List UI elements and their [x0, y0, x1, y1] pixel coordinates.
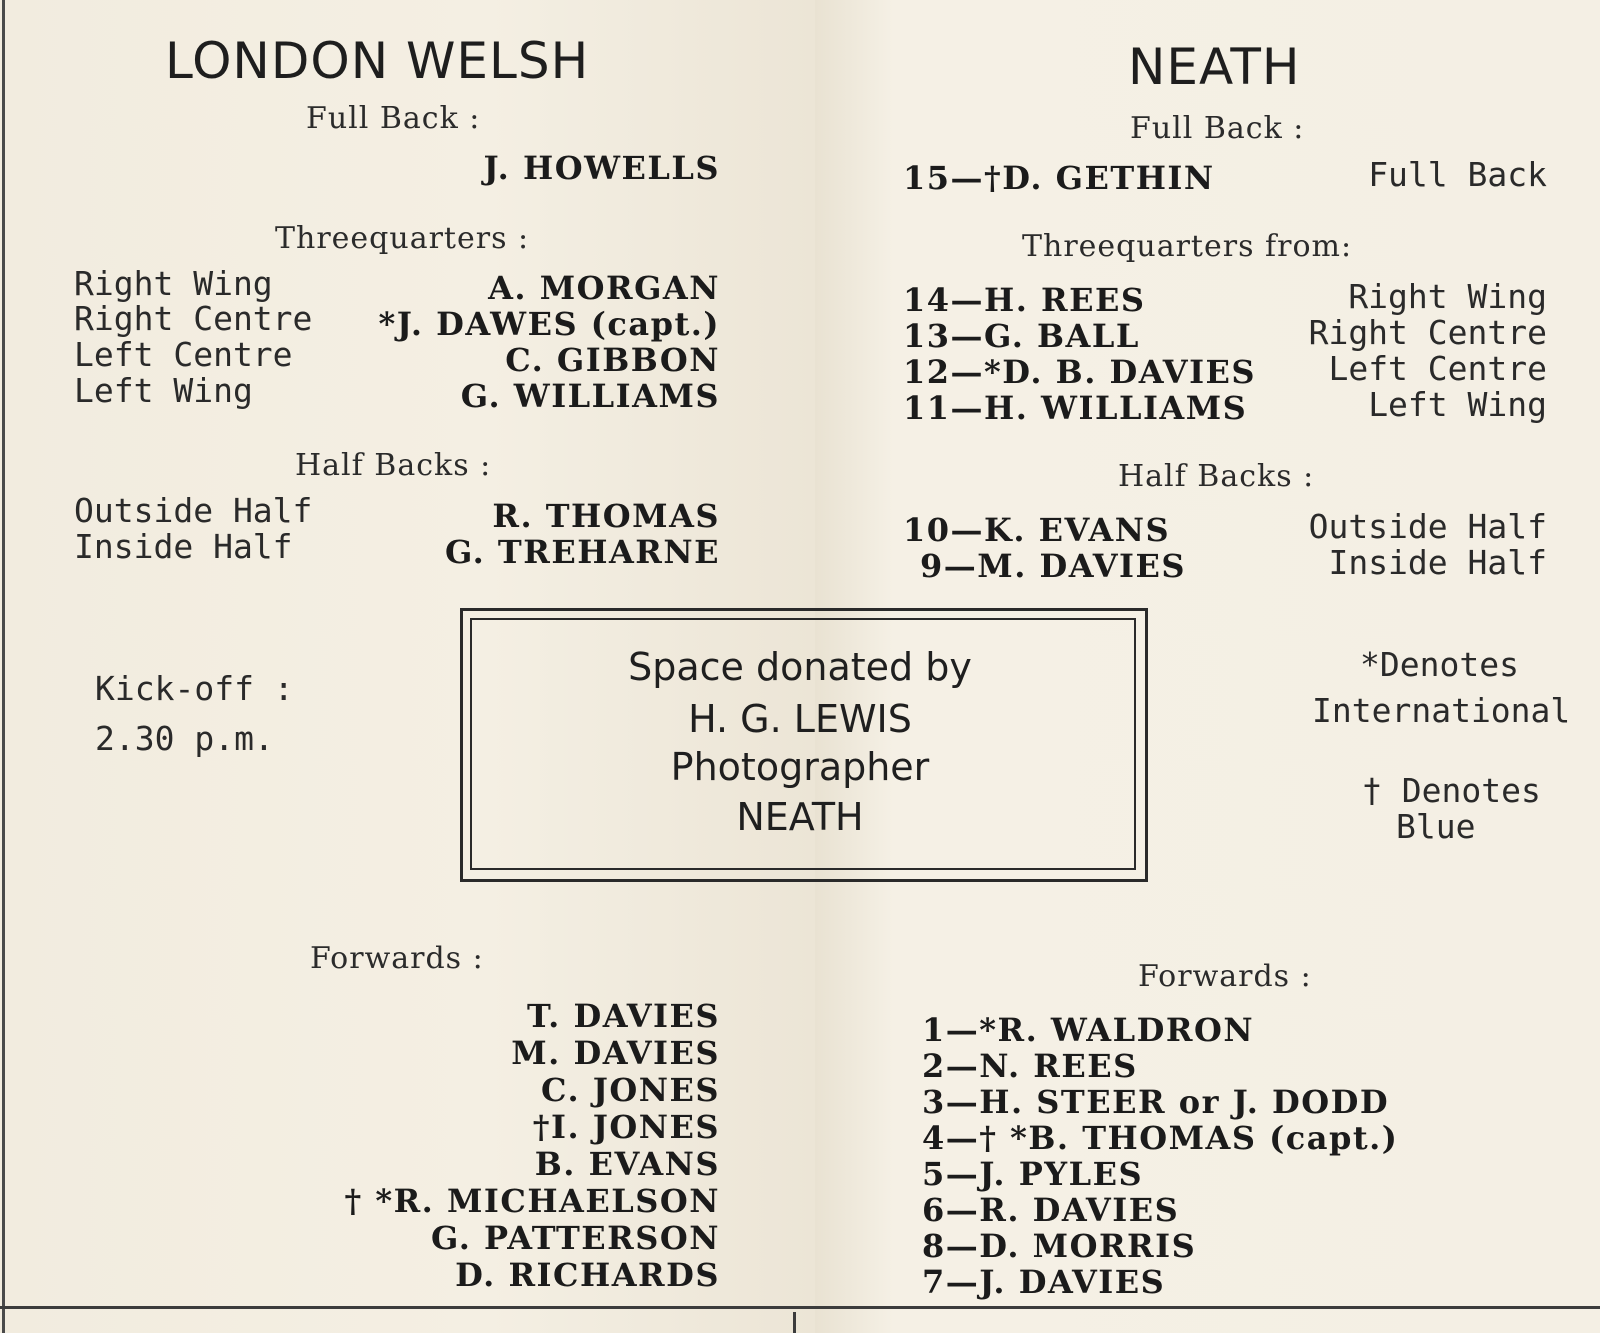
section-heading-half-backs: Half Backs : [1118, 459, 1315, 494]
player-name: †I. JONES [532, 1108, 720, 1146]
position-label: Left Wing [1368, 385, 1547, 424]
position-label: Full Back [1368, 155, 1547, 194]
player-name: J. HOWELLS [483, 149, 720, 187]
position-label: Right Centre [1308, 313, 1547, 352]
blue-note: Blue [1396, 807, 1476, 846]
player-name: G. PATTERSON [431, 1219, 720, 1257]
player-name: 4—† *B. THOMAS (capt.) [922, 1119, 1399, 1157]
player-name: 1—*R. WALDRON [922, 1011, 1255, 1049]
position-label: Outside Half [74, 491, 313, 530]
player-name: 9—M. DAVIES [920, 547, 1187, 585]
position-label: Right Wing [1348, 277, 1547, 316]
bottom-rule [0, 1306, 1600, 1309]
kickoff-label: Kick-off : [95, 669, 294, 708]
page-border [2, 0, 5, 1333]
player-name: 11—H. WILLIAMS [903, 389, 1248, 427]
section-heading-threequarters: Threequarters from: [1022, 229, 1353, 264]
player-name: *J. DAWES (capt.) [378, 305, 720, 343]
advert-line: NEATH [736, 795, 864, 839]
player-name: 13—G. BALL [903, 317, 1140, 355]
kickoff-time: 2.30 p.m. [95, 719, 274, 758]
player-name: 10—K. EVANS [903, 511, 1171, 549]
section-heading-full-back: Full Back : [306, 101, 481, 136]
advert-line: H. G. LEWIS [688, 697, 912, 741]
player-name: C. GIBBON [505, 341, 720, 379]
team-title-neath: NEATH [1128, 38, 1301, 96]
international-note: International [1312, 691, 1571, 730]
team-title-london-welsh: LONDON WELSH [165, 32, 590, 90]
section-heading-half-backs: Half Backs : [295, 448, 492, 483]
player-name: 2—N. REES [922, 1047, 1138, 1085]
player-name: 15—†D. GETHIN [903, 159, 1215, 197]
position-label: Left Centre [1328, 349, 1547, 388]
position-label: Left Wing [74, 371, 253, 410]
player-name: 5—J. PYLES [922, 1155, 1144, 1193]
blue-note: † Denotes [1362, 771, 1541, 810]
player-name: 6—R. DAVIES [922, 1191, 1180, 1229]
player-name: R. THOMAS [492, 497, 720, 535]
position-label: Outside Half [1308, 507, 1547, 546]
position-label: Right Centre [74, 299, 313, 338]
player-name: † *R. MICHAELSON [344, 1182, 720, 1220]
player-name: B. EVANS [534, 1145, 720, 1183]
advert-line: Photographer [670, 745, 930, 789]
player-name: 14—H. REES [903, 281, 1146, 319]
section-heading-full-back: Full Back : [1130, 111, 1305, 146]
international-note: *Denotes [1360, 645, 1519, 684]
position-label: Left Centre [74, 335, 293, 374]
position-label: Right Wing [74, 264, 273, 303]
player-name: 3—H. STEER or J. DODD [922, 1083, 1390, 1121]
player-name: 12—*D. B. DAVIES [903, 353, 1257, 391]
position-label: Inside Half [74, 527, 293, 566]
section-heading-forwards: Forwards : [1138, 959, 1312, 994]
player-name: A. MORGAN [488, 269, 720, 307]
player-name: G. WILLIAMS [460, 377, 720, 415]
player-name: C. JONES [541, 1071, 720, 1109]
player-name: 7—J. DAVIES [922, 1263, 1166, 1301]
section-heading-forwards: Forwards : [310, 941, 484, 976]
player-name: D. RICHARDS [455, 1256, 720, 1294]
section-heading-threequarters: Threequarters : [275, 221, 530, 256]
advert-line: Space donated by [628, 645, 972, 689]
player-name: 8—D. MORRIS [922, 1227, 1197, 1265]
player-name: T. DAVIES [526, 997, 720, 1035]
fold-tick [793, 1312, 796, 1333]
position-label: Inside Half [1328, 543, 1547, 582]
player-name: G. TREHARNE [444, 533, 720, 571]
player-name: M. DAVIES [511, 1034, 720, 1072]
